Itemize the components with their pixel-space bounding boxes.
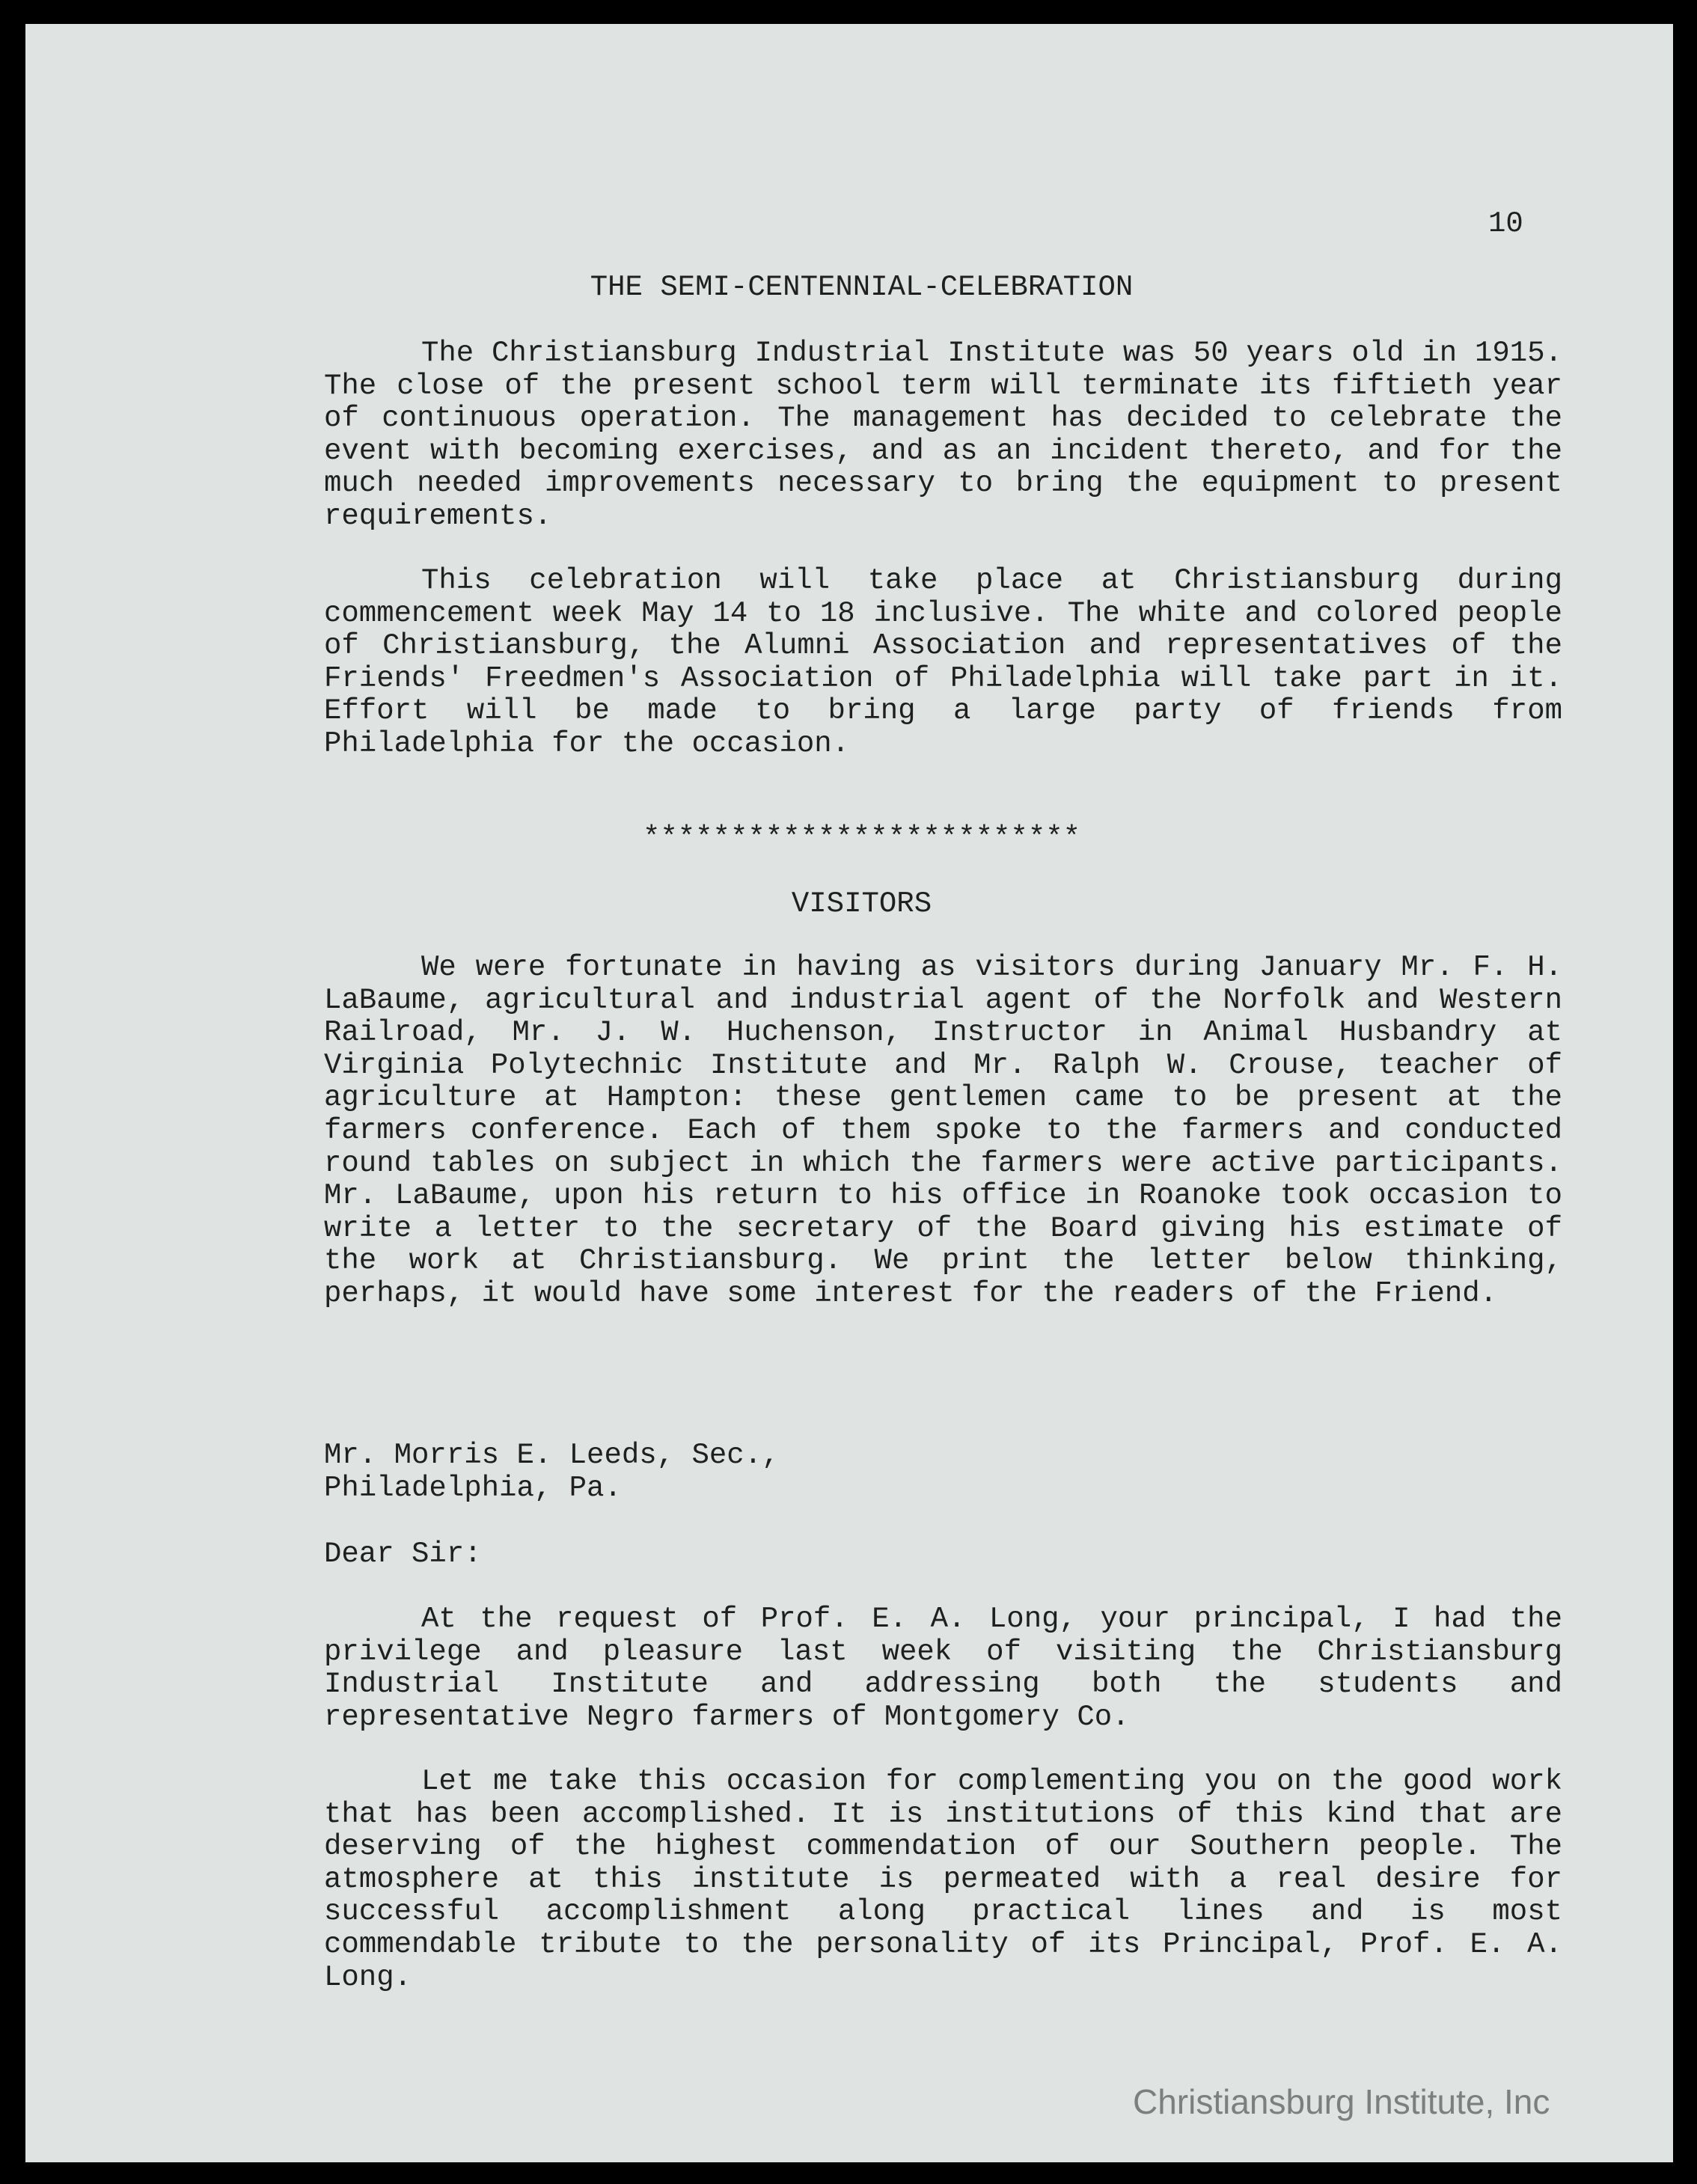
semi-centennial-heading: THE SEMI-CENTENNIAL-CELEBRATION — [590, 271, 1134, 304]
letter-paragraph-2: Let me take this occasion for complementing you on the good work that has been accomplished. It is institutions of this kind that are deserving of the highest commendation of our Southern people. The atmosphere at this institute is permeated with a real desire for successful accomplishment along practical lines and is most commendable tribute to the personality of its Principal, Prof. E. A. Long. — [324, 1765, 1562, 1994]
visitors-paragraph: We were fortunate in having as visitors during January Mr. F. H. LaBaume, agricultural and industrial agent of the Norfolk and Western Railroad, Mr. J. W. Huchenson, Instructor in Animal Husbandry at Virginia Polytechnic Institute and Mr. Ralph W. Crouse, teacher of agriculture at Hampton: these gentlemen came to be present at the farmers conference. Each of them spoke to the farmers and conducted round tables on subject in which the farmers were active participants. Mr. LaBaume, upon his return to his office in Roanoke took occasion to write a letter to the secretary of the Board giving his estimate of the work at Christiansburg. We print the letter below thinking, perhaps, it would have some interest for the readers of the Friend. — [324, 951, 1562, 1310]
section-divider: ************************* — [642, 822, 1081, 854]
visitors-heading: VISITORS — [791, 887, 932, 920]
addressee-city: Philadelphia, Pa. — [324, 1471, 622, 1505]
celebration-paragraph-1: The Christiansburg Industrial Institute was 50 years old in 1915. The close of the present school term will terminate its fiftieth year of continuous operation. The management has decided to celebrate the event with becoming exercises, and as an incident thereto, and for the much needed improvements necessary to bring the equipment to present requirements. — [324, 337, 1562, 533]
document-page — [25, 24, 1673, 2162]
addressee-name: Mr. Morris E. Leeds, Sec., — [324, 1439, 780, 1472]
watermark-credit: Christiansburg Institute, Inc — [1133, 2082, 1550, 2121]
page-number: 10 — [1488, 207, 1523, 240]
letter-paragraph-1: At the request of Prof. E. A. Long, your principal, I had the privilege and pleasure last week of visiting the Christiansburg Industrial Institute and addressing both the students and representative Negro farmers of Montgomery Co. — [324, 1603, 1562, 1734]
letter-addressee — [324, 1440, 1562, 1505]
letter-salutation: Dear Sir: — [324, 1538, 482, 1570]
celebration-paragraph-2: This celebration will take place at Christiansburg during commencement week May 14 to 18 inclusive. The white and colored people of Christiansburg, the Alumni Association and representatives of the Friends' Freedmen's Association of Philadelphia will take part in it. Effort will be made to bring a large party of friends from Philadelphia for the occasion. — [324, 564, 1562, 760]
